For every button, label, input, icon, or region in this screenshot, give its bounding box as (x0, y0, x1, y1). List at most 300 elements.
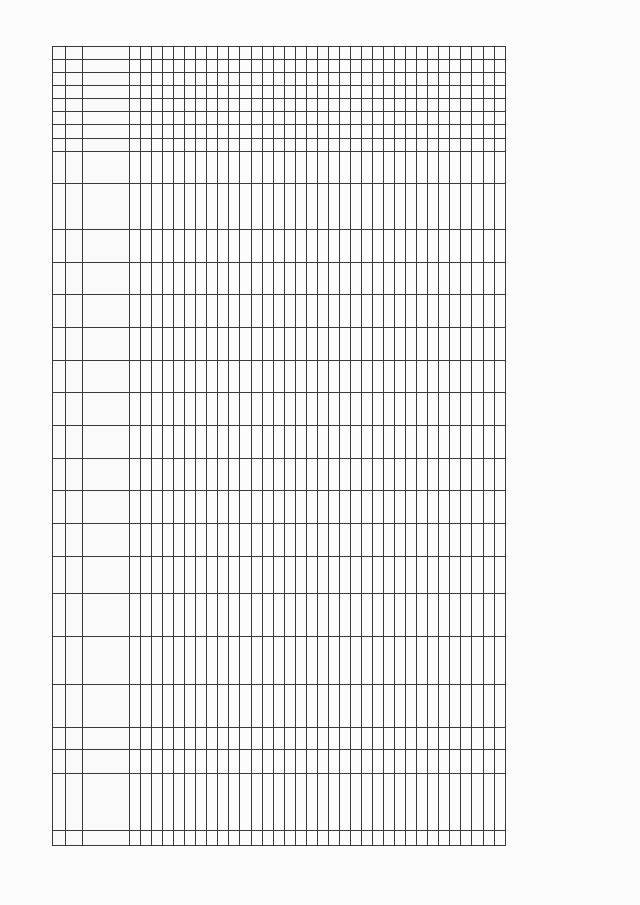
table-row (417, 47, 428, 846)
table-cell (163, 86, 174, 99)
table-cell (472, 728, 483, 750)
table-cell (130, 491, 141, 524)
header-cell (83, 112, 130, 125)
table-cell (384, 728, 395, 750)
table-cell (152, 99, 163, 112)
table-cell (251, 774, 262, 831)
table-cell (395, 523, 406, 556)
table-cell (439, 47, 450, 60)
table-cell (174, 593, 185, 637)
table-cell (361, 728, 372, 750)
table-cell (185, 684, 196, 728)
table-cell (262, 523, 273, 556)
table-cell (163, 774, 174, 831)
table-cell (141, 425, 152, 458)
table-cell (472, 138, 483, 151)
table-cell (196, 556, 207, 593)
table-cell (251, 830, 262, 845)
table-cell (373, 593, 384, 637)
table-cell (361, 151, 372, 184)
table-cell (218, 556, 229, 593)
table-cell (262, 830, 273, 845)
table-cell (339, 151, 350, 184)
table-cell (284, 229, 295, 262)
table-cell (472, 750, 483, 774)
table-cell (417, 556, 428, 593)
table-cell (461, 360, 472, 393)
table-cell (174, 523, 185, 556)
table-cell (373, 47, 384, 60)
table-cell (185, 425, 196, 458)
table-cell (185, 593, 196, 637)
table-cell (450, 684, 461, 728)
table-cell (350, 637, 361, 685)
table-cell (339, 295, 350, 328)
table-cell (494, 229, 505, 262)
table-cell (130, 774, 141, 831)
table-cell (229, 229, 240, 262)
table-cell (185, 360, 196, 393)
table-cell (395, 491, 406, 524)
table-cell (384, 99, 395, 112)
table-cell (251, 125, 262, 138)
table-cell (152, 73, 163, 86)
table-cell (384, 360, 395, 393)
table-cell (141, 151, 152, 184)
table-cell (417, 523, 428, 556)
table-cell (218, 47, 229, 60)
table-cell (361, 458, 372, 491)
table-cell (417, 593, 428, 637)
table-cell (295, 295, 306, 328)
table-cell (384, 458, 395, 491)
table-cell (406, 262, 417, 295)
table-cell (395, 637, 406, 685)
table-cell (306, 138, 317, 151)
table-cell (152, 360, 163, 393)
table-cell (273, 458, 284, 491)
table-cell (130, 112, 141, 125)
table-cell (472, 151, 483, 184)
table-cell (494, 684, 505, 728)
table-cell (251, 750, 262, 774)
table-cell (417, 684, 428, 728)
table-cell (450, 425, 461, 458)
table-cell (472, 73, 483, 86)
header-cell (53, 60, 66, 73)
table-cell (350, 138, 361, 151)
header-cell (83, 458, 130, 491)
table-cell (317, 750, 328, 774)
table-cell (185, 774, 196, 831)
header-cell (53, 774, 66, 831)
header-cell (83, 684, 130, 728)
table-cell (373, 728, 384, 750)
table-cell (406, 184, 417, 230)
table-cell (262, 86, 273, 99)
table-cell (152, 60, 163, 73)
table-cell (472, 229, 483, 262)
table-cell (196, 593, 207, 637)
table-cell (450, 491, 461, 524)
header-cell (83, 593, 130, 637)
table-cell (240, 556, 251, 593)
table-row (240, 47, 251, 846)
table-row (295, 47, 306, 846)
table-cell (207, 774, 218, 831)
table-cell (218, 593, 229, 637)
table-cell (450, 830, 461, 845)
table-cell (218, 295, 229, 328)
table-cell (328, 262, 339, 295)
table-cell (328, 523, 339, 556)
table-cell (306, 125, 317, 138)
table-cell (328, 47, 339, 60)
table-cell (306, 151, 317, 184)
table-cell (461, 458, 472, 491)
table-cell (339, 593, 350, 637)
table-cell (251, 684, 262, 728)
table-cell (339, 229, 350, 262)
table-cell (417, 774, 428, 831)
table-cell (163, 425, 174, 458)
table-cell (130, 60, 141, 73)
table-cell (461, 556, 472, 593)
table-cell (163, 593, 174, 637)
table-cell (185, 750, 196, 774)
table-cell (229, 151, 240, 184)
table-row (207, 47, 218, 846)
table-cell (295, 112, 306, 125)
table-cell (339, 327, 350, 360)
table-cell (196, 60, 207, 73)
table-cell (328, 830, 339, 845)
header-cell (83, 262, 130, 295)
table-cell (472, 47, 483, 60)
table-cell (317, 393, 328, 426)
table-cell (384, 112, 395, 125)
table-cell (439, 151, 450, 184)
table-cell (406, 593, 417, 637)
table-cell (494, 728, 505, 750)
table-cell (350, 327, 361, 360)
table-cell (163, 73, 174, 86)
table-cell (483, 458, 494, 491)
table-cell (373, 184, 384, 230)
header-cell (66, 73, 83, 86)
table-cell (207, 60, 218, 73)
table-cell (306, 830, 317, 845)
table-cell (141, 295, 152, 328)
header-cell (53, 138, 66, 151)
table-cell (196, 637, 207, 685)
table-cell (273, 138, 284, 151)
table-cell (373, 750, 384, 774)
header-cell (53, 393, 66, 426)
table-cell (295, 327, 306, 360)
table-cell (406, 393, 417, 426)
table-cell (406, 125, 417, 138)
table-cell (373, 73, 384, 86)
header-cell (66, 593, 83, 637)
table-cell (328, 138, 339, 151)
table-cell (428, 229, 439, 262)
header-cell (66, 523, 83, 556)
table-cell (384, 47, 395, 60)
header-cell (66, 262, 83, 295)
table-cell (450, 184, 461, 230)
table-row (439, 47, 450, 846)
table-cell (185, 458, 196, 491)
table-cell (196, 774, 207, 831)
header-cell (83, 295, 130, 328)
table-cell (141, 523, 152, 556)
table-cell (141, 99, 152, 112)
table-row (339, 47, 350, 846)
table-cell (417, 637, 428, 685)
header-cell (83, 637, 130, 685)
table-cell (317, 523, 328, 556)
table-cell (428, 262, 439, 295)
table-cell (185, 229, 196, 262)
table-cell (207, 728, 218, 750)
table-cell (450, 47, 461, 60)
table-cell (472, 360, 483, 393)
table-cell (284, 830, 295, 845)
table-cell (152, 262, 163, 295)
table-row (461, 47, 472, 846)
table-cell (185, 125, 196, 138)
table-cell (240, 99, 251, 112)
table-cell (306, 60, 317, 73)
table-cell (130, 360, 141, 393)
table-cell (174, 458, 185, 491)
table-cell (229, 774, 240, 831)
table-cell (317, 262, 328, 295)
table-cell (384, 184, 395, 230)
table-cell (163, 458, 174, 491)
header-cell (53, 184, 66, 230)
table-cell (295, 458, 306, 491)
table-cell (417, 458, 428, 491)
table-cell (439, 728, 450, 750)
table-cell (428, 125, 439, 138)
table-cell (163, 47, 174, 60)
table-cell (284, 295, 295, 328)
table-cell (130, 151, 141, 184)
table-body (130, 47, 506, 846)
table-cell (395, 125, 406, 138)
table-cell (284, 425, 295, 458)
table-cell (384, 523, 395, 556)
table-cell (295, 556, 306, 593)
table-cell (339, 73, 350, 86)
table-cell (428, 73, 439, 86)
table-cell (174, 393, 185, 426)
header-cell (83, 125, 130, 138)
table-cell (240, 125, 251, 138)
table-cell (295, 393, 306, 426)
header-cell (66, 47, 83, 60)
table-cell (284, 60, 295, 73)
table-cell (251, 393, 262, 426)
table-cell (130, 593, 141, 637)
table-row (218, 47, 229, 846)
table-cell (295, 593, 306, 637)
table-cell (185, 393, 196, 426)
table-cell (350, 393, 361, 426)
header-cell (83, 491, 130, 524)
table-cell (428, 728, 439, 750)
table-cell (152, 184, 163, 230)
table-cell (384, 60, 395, 73)
table-cell (141, 774, 152, 831)
table-cell (229, 184, 240, 230)
table-cell (483, 830, 494, 845)
table-cell (152, 295, 163, 328)
table-cell (196, 360, 207, 393)
table-cell (174, 262, 185, 295)
table-cell (218, 151, 229, 184)
table-cell (328, 295, 339, 328)
table-cell (417, 73, 428, 86)
table-cell (284, 184, 295, 230)
table-cell (406, 523, 417, 556)
table-cell (262, 750, 273, 774)
table-cell (384, 125, 395, 138)
table-cell (483, 523, 494, 556)
header-cell (83, 229, 130, 262)
table-cell (472, 523, 483, 556)
table-cell (395, 47, 406, 60)
table-cell (361, 750, 372, 774)
table-cell (273, 774, 284, 831)
header-cell (53, 47, 66, 60)
table-cell (317, 593, 328, 637)
table-cell (384, 830, 395, 845)
table-cell (395, 99, 406, 112)
table-cell (450, 112, 461, 125)
table-cell (428, 774, 439, 831)
table-cell (361, 556, 372, 593)
table-cell (317, 556, 328, 593)
table-cell (141, 229, 152, 262)
table-row (306, 47, 317, 846)
header-cell (83, 425, 130, 458)
table-cell (306, 73, 317, 86)
table-cell (207, 491, 218, 524)
table-cell (339, 360, 350, 393)
table-cell (428, 556, 439, 593)
table-cell (417, 360, 428, 393)
table-cell (328, 774, 339, 831)
table-cell (350, 47, 361, 60)
table-cell (262, 360, 273, 393)
table-cell (317, 138, 328, 151)
table-cell (483, 112, 494, 125)
table-cell (262, 184, 273, 230)
table-cell (361, 229, 372, 262)
table-cell (262, 637, 273, 685)
table-cell (130, 637, 141, 685)
table-cell (152, 138, 163, 151)
table-cell (395, 458, 406, 491)
header-cell (66, 750, 83, 774)
table-cell (295, 184, 306, 230)
table-cell (439, 774, 450, 831)
table-cell (262, 774, 273, 831)
table-cell (317, 327, 328, 360)
table-cell (494, 360, 505, 393)
table-cell (295, 86, 306, 99)
table-row (361, 47, 372, 846)
table-row (406, 47, 417, 846)
table-cell (284, 750, 295, 774)
table-cell (185, 184, 196, 230)
table-row (185, 47, 196, 846)
table-cell (461, 491, 472, 524)
table-cell (152, 491, 163, 524)
table-cell (428, 593, 439, 637)
table-cell (262, 73, 273, 86)
header-cell (53, 360, 66, 393)
table-cell (450, 125, 461, 138)
table-cell (240, 684, 251, 728)
table-cell (207, 684, 218, 728)
table-cell (472, 184, 483, 230)
table-cell (384, 86, 395, 99)
table-cell (174, 184, 185, 230)
table-cell (207, 523, 218, 556)
table-cell (350, 774, 361, 831)
table-cell (174, 360, 185, 393)
header-cell (83, 327, 130, 360)
table-cell (141, 728, 152, 750)
table-cell (406, 830, 417, 845)
table-cell (428, 491, 439, 524)
table-cell (229, 830, 240, 845)
header-cell (53, 229, 66, 262)
table-cell (406, 229, 417, 262)
table-cell (273, 262, 284, 295)
table-cell (406, 637, 417, 685)
table-cell (273, 327, 284, 360)
table-cell (494, 112, 505, 125)
table-cell (428, 112, 439, 125)
table-cell (384, 593, 395, 637)
table-cell (174, 830, 185, 845)
table-cell (306, 593, 317, 637)
table-cell (163, 184, 174, 230)
table-cell (472, 684, 483, 728)
table-cell (251, 229, 262, 262)
table-cell (306, 112, 317, 125)
table-cell (450, 86, 461, 99)
table-cell (130, 393, 141, 426)
table-cell (373, 86, 384, 99)
header-cell (53, 684, 66, 728)
table-cell (295, 262, 306, 295)
table-cell (229, 360, 240, 393)
table-cell (317, 112, 328, 125)
table-cell (350, 262, 361, 295)
table-cell (174, 425, 185, 458)
table-cell (339, 637, 350, 685)
header-row (66, 47, 83, 846)
table-cell (428, 327, 439, 360)
table-cell (350, 728, 361, 750)
table-cell (350, 151, 361, 184)
